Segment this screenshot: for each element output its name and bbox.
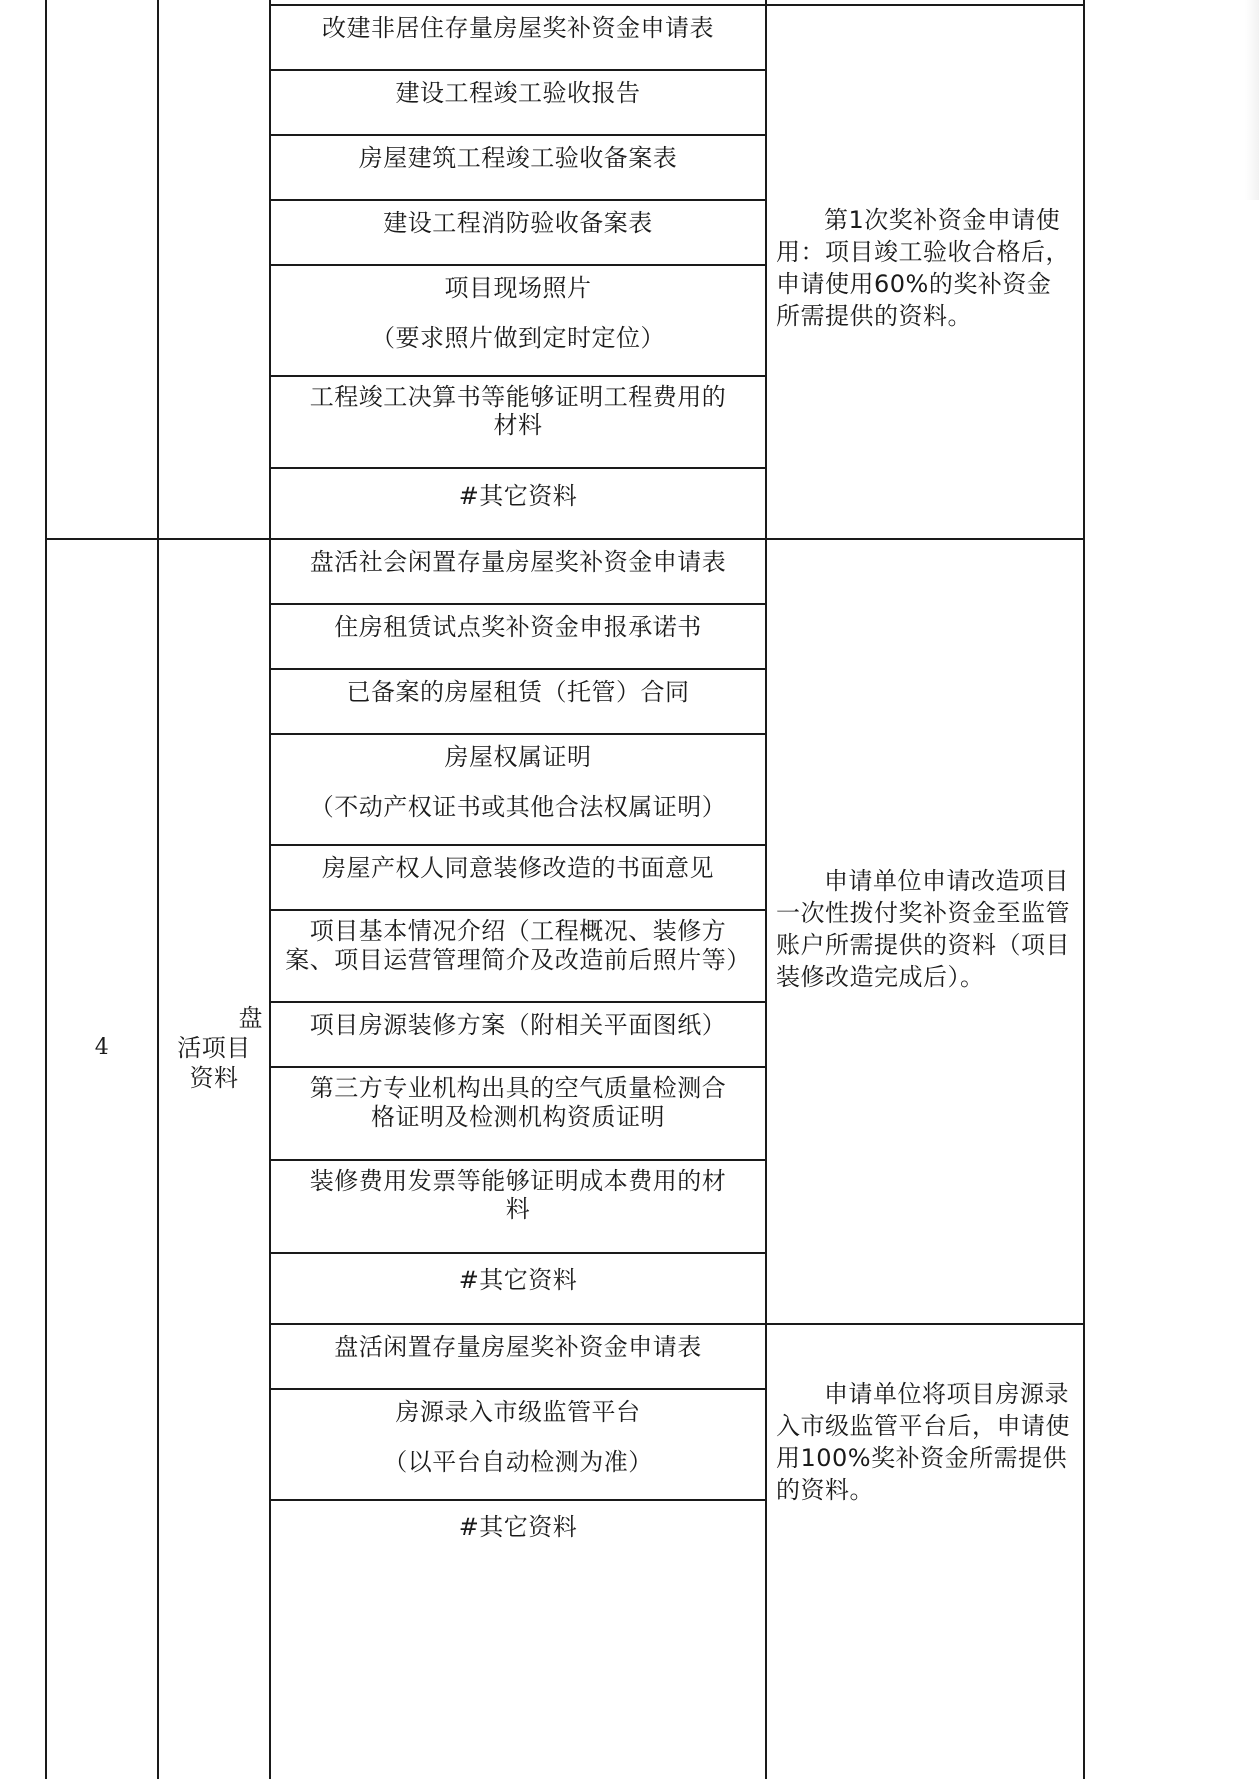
row-divider <box>269 668 766 670</box>
material-cell <box>271 1264 765 1297</box>
column-divider-number <box>157 0 159 1779</box>
material-text: 项目现场照片 <box>444 274 592 302</box>
table-border-left <box>45 0 47 1779</box>
material-cell <box>271 480 765 513</box>
material-text: 第三方专业机构出具的空气质量检测合 <box>309 1074 727 1102</box>
material-subtext: （要求照片做到定时定位） <box>371 324 665 352</box>
material-cell <box>271 272 765 355</box>
material-cell <box>271 741 765 824</box>
material-cell <box>271 12 765 45</box>
section-divider <box>45 538 1085 540</box>
material-text: 建设工程竣工验收报告 <box>395 79 641 107</box>
material-cell <box>271 1396 765 1479</box>
material-text: 装修费用发票等能够证明成本费用的材 <box>309 1167 727 1195</box>
table-border-right <box>1083 0 1085 1779</box>
material-cell <box>271 1331 765 1364</box>
row-divider <box>269 69 766 71</box>
material-text-cont: 格证明及检测机构资质证明 <box>371 1103 665 1131</box>
material-cell <box>271 1167 765 1223</box>
material-text: #其它资料 <box>458 1513 578 1541</box>
row-divider <box>269 1499 766 1501</box>
row-number: 4 <box>94 1035 110 1060</box>
row-divider <box>269 603 766 605</box>
row-divider <box>269 467 766 469</box>
material-subtext: （以平台自动检测为准） <box>383 1448 653 1476</box>
material-cell <box>271 676 765 709</box>
material-text: 住房租赁试点奖补资金申报承诺书 <box>334 613 702 641</box>
material-text: #其它资料 <box>458 1266 578 1294</box>
material-cell <box>271 1511 765 1544</box>
row-divider <box>269 375 766 377</box>
column-divider-materials <box>765 0 767 1779</box>
row-divider <box>269 134 766 136</box>
usage-note: 申请单位将项目房源录入市级监管平台后，申请使用100%奖补资金所需提供的资料。 <box>776 1380 1070 1504</box>
material-text: 建设工程消防验收备案表 <box>383 209 653 237</box>
material-cell <box>271 1074 765 1132</box>
material-cell <box>271 611 765 644</box>
group-divider <box>269 1323 1085 1325</box>
project-type-line: 盘 <box>238 1004 263 1032</box>
project-type-line: 资料 <box>189 1064 239 1092</box>
row-divider <box>269 1388 766 1390</box>
material-cell <box>271 917 765 975</box>
material-cell <box>271 207 765 240</box>
row-divider <box>269 733 766 735</box>
material-text: 房屋产权人同意装修改造的书面意见 <box>322 854 714 882</box>
material-text: 房屋权属证明 <box>444 743 592 771</box>
row-divider <box>269 1066 766 1068</box>
row-divider <box>269 199 766 201</box>
row-divider <box>269 4 766 6</box>
material-text-cont: 案、项目运营管理简介及改造前后照片等） <box>285 946 751 974</box>
material-cell <box>271 1009 765 1042</box>
material-text: 房屋建筑工程竣工验收备案表 <box>358 144 678 172</box>
material-text: 盘活社会闲置存量房屋奖补资金申请表 <box>309 548 727 576</box>
row-divider <box>269 1001 766 1003</box>
material-text: 房源录入市级监管平台 <box>395 1398 641 1426</box>
material-cell <box>271 142 765 175</box>
row-divider <box>269 1159 766 1161</box>
row-divider <box>269 264 766 266</box>
material-subtext: （不动产权证书或其他合法权属证明） <box>309 793 727 821</box>
row-divider <box>269 844 766 846</box>
row-divider <box>269 1252 766 1254</box>
material-text: #其它资料 <box>458 482 578 510</box>
project-type-line: 活项目 <box>177 1034 251 1062</box>
material-text-cont: 料 <box>505 1195 531 1223</box>
material-text: 项目基本情况介绍（工程概况、装修方 <box>309 917 727 945</box>
usage-note: 第1次奖补资金申请使用：项目竣工验收合格后，申请使用60%的奖补资金所需提供的资料。 <box>776 206 1070 330</box>
material-cell <box>271 852 765 885</box>
material-cell <box>271 546 765 579</box>
material-text: 项目房源装修方案（附相关平面图纸） <box>309 1011 727 1039</box>
material-text-cont: 材料 <box>493 411 543 439</box>
material-text: 已备案的房屋租赁（托管）合同 <box>346 678 690 706</box>
material-text: 工程竣工决算书等能够证明工程费用的 <box>309 383 727 411</box>
page-edge-shadow <box>1245 0 1259 200</box>
row-divider <box>269 909 766 911</box>
material-cell <box>271 77 765 110</box>
material-cell <box>271 383 765 439</box>
row-divider <box>766 4 1084 6</box>
material-text: 改建非居住存量房屋奖补资金申请表 <box>322 14 714 42</box>
material-text: 盘活闲置存量房屋奖补资金申请表 <box>334 1333 702 1361</box>
usage-note: 申请单位申请改造项目一次性拨付奖补资金至监管账户所需提供的资料（项目装修改造完成后）。 <box>776 867 1070 991</box>
project-type-label <box>159 1003 269 1093</box>
